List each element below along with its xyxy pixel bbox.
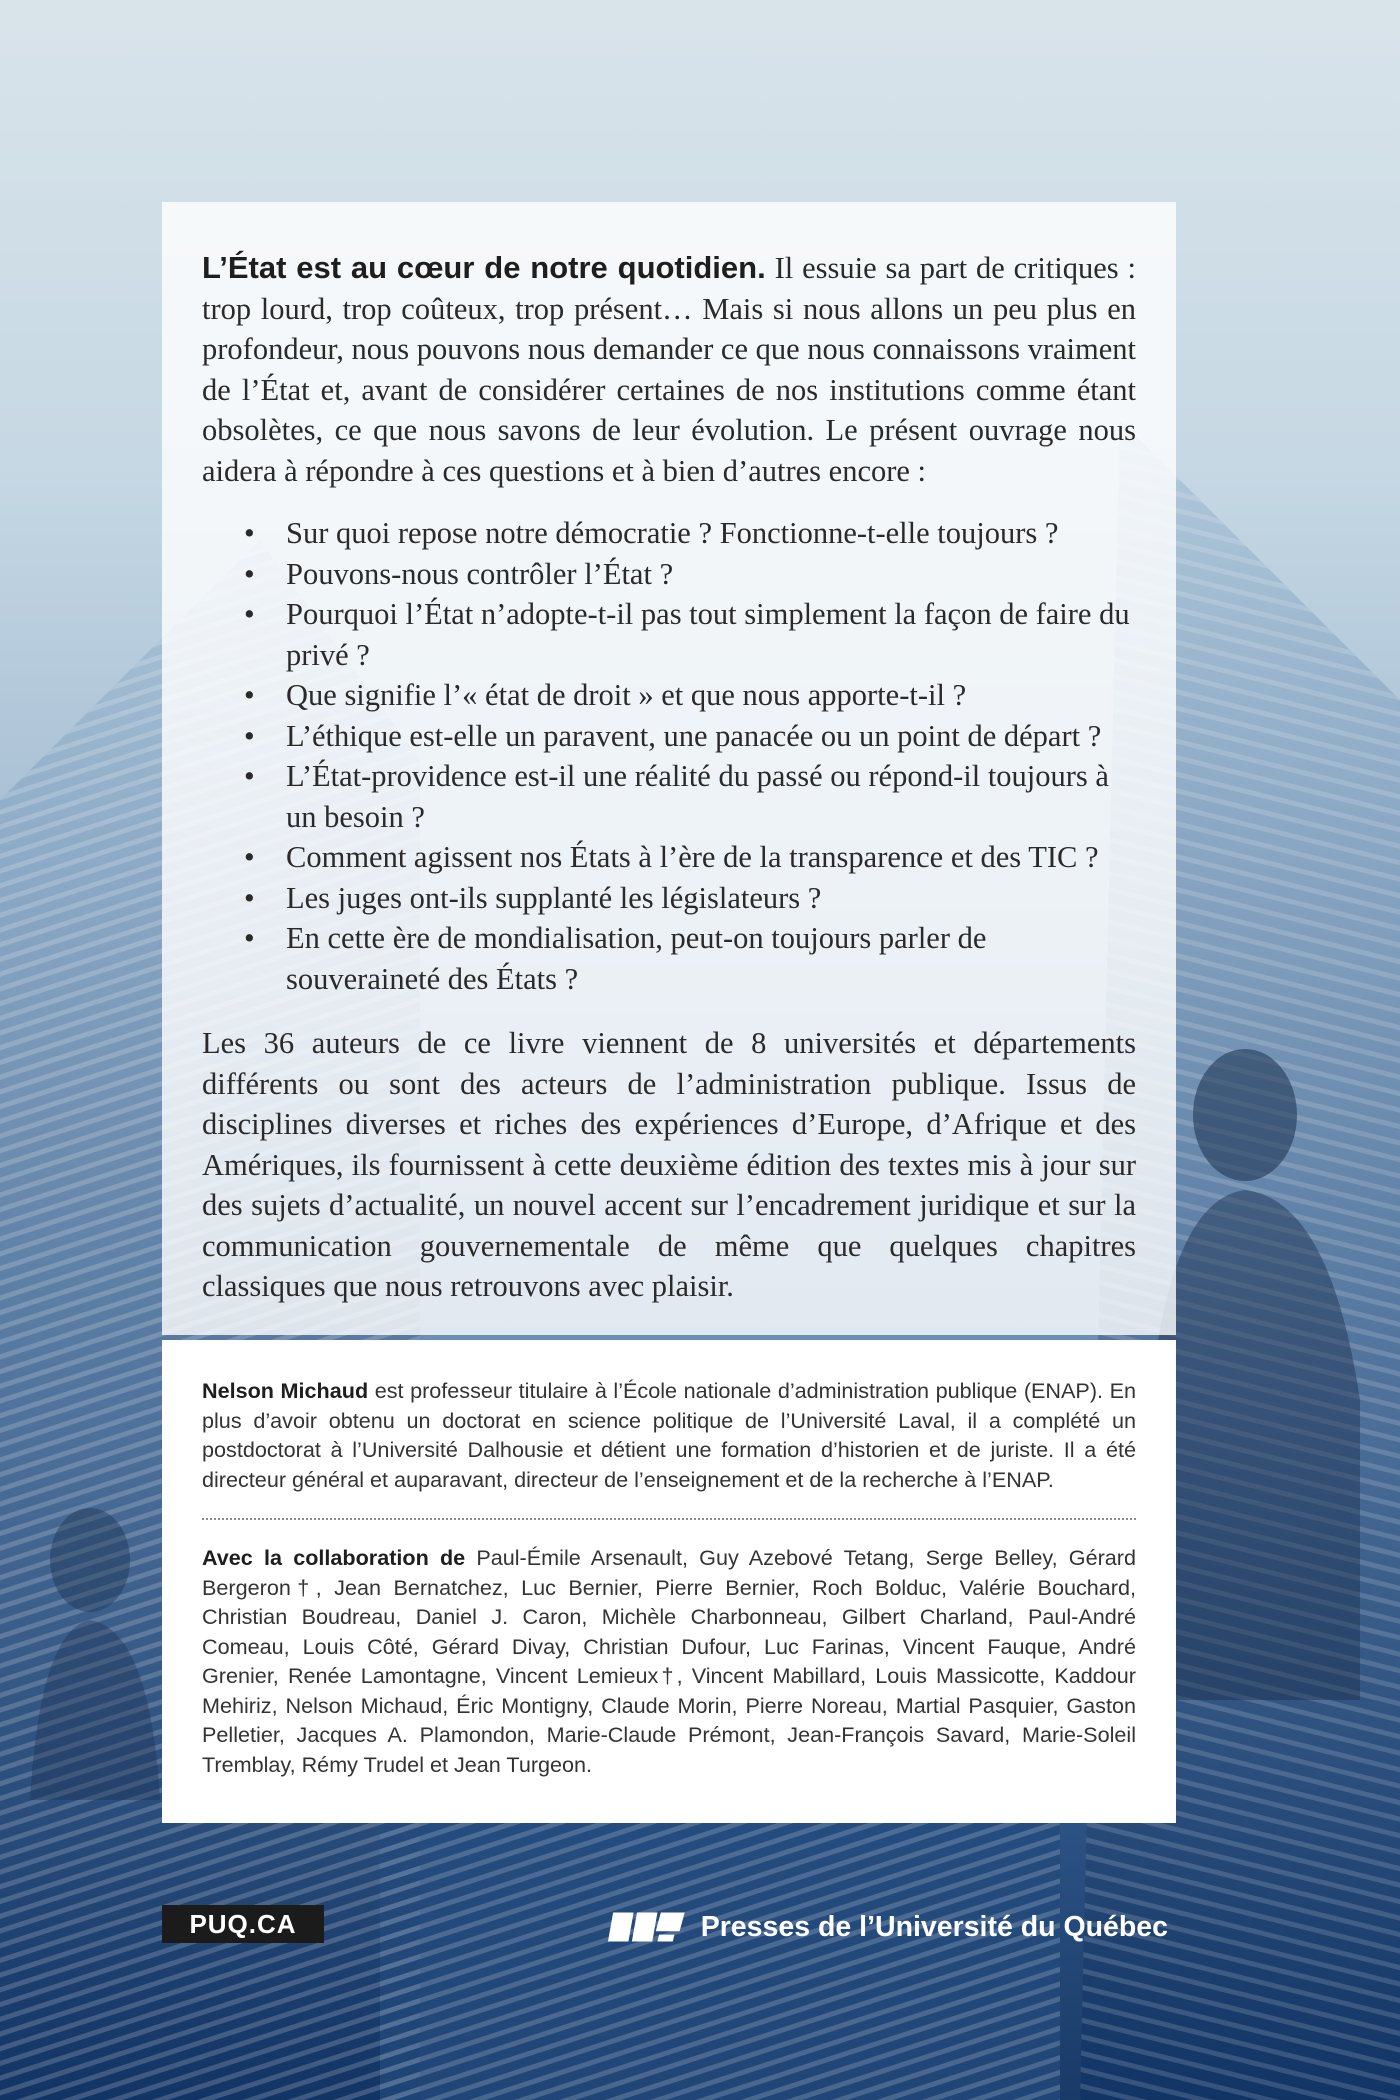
author-bio — [202, 1376, 1136, 1494]
publisher-logo — [608, 1900, 1168, 1954]
author-name: Nelson Michaud — [202, 1378, 369, 1403]
author-info-panel — [162, 1340, 1176, 1823]
collaborators — [202, 1543, 1136, 1779]
bullet-icon: • — [244, 516, 255, 550]
list-item: • Pourquoi l’État n’adopte-t-il pas tout simplement la façon de faire du privé ? — [244, 594, 1136, 675]
publisher-name: Presses de l’Université du Québec — [700, 1910, 1168, 1943]
list-item: • Les juges ont-ils supplanté les législateurs ? — [244, 878, 1136, 919]
intro-body: Il essuie sa part de critiques : trop lourd, trop coûteux, trop présent… Mais si nous allons un peu plus en profondeur, nous pouvons nous demander ce que nous connaissons vraiment de l’État et, avant de considérer certaines de nos institutions comme étant obsolètes, ce que nous savons de leur évolution. Le présent ouvrage nous aidera à répondre à ces questions et à bien d’autres encore : — [202, 251, 1136, 488]
list-item: • En cette ère de mondialisation, peut-on toujours parler de souveraineté des États ? — [244, 918, 1136, 999]
bullet-icon: • — [244, 880, 255, 915]
dotted-divider — [202, 1518, 1136, 1520]
bullet-icon: • — [244, 597, 255, 631]
authors-paragraph: Les 36 auteurs de ce livre viennent de 8 universités et départements différents ou sont des acteurs de l’administration publique. Issus de disciplines diverses et riches des expériences d’Europe, d’Afrique et des Amériques, ils fournissent à cette deuxième édition des textes mis à jour sur des sujets d’actualité, un nouvel accent sur l’encadrement juridique et sur la communication gouvernementale de même que quelques chapitres classiques que nous retrouvons avec plaisir. — [202, 1026, 1136, 1303]
list-item: • Sur quoi repose notre démocratie ? Fonctionne-t-elle toujours ? — [244, 513, 1136, 554]
author-bio-text: est professeur titulaire à l’École nationale d’administration publique (ENAP). En plus d’avoir obtenu un doctorat en science politique de l’Université Laval, il a complété un postdoctorat à l’Université Dalhousie et détient une formation d’historien et de juriste. Il a été directeur général et auparavant, directeur de l’enseignement et de la recherche à l’ENAP. — [202, 1378, 1136, 1492]
website-badge[interactable]: PUQ.CA — [162, 1905, 324, 1943]
intro-lead: L’État est au cœur de notre quotidien. — [202, 250, 766, 285]
bullet-icon: • — [244, 556, 255, 591]
collaborators-names: Paul-Émile Arsenault, Guy Azebové Tetang, Serge Belley, Gérard Bergeron†, Jean Bernatchez, Luc Bernier, Pierre Bernier, Roch Bolduc, Valérie Bouchard, Christian Boudreau, Daniel J. Caron, Michèle Charbonneau, Gilbert Charland, Paul-André Comeau, Louis Côté, Gérard Divay, Christian Dufour, Luc Farinas, Vincent Fauque, André Grenier, Renée Lamontagne, Vincent Lemieux†, Vincent Mabillard, Louis Massicotte, Kaddour Mehiriz, Nelson Michaud, Éric Montigny, Claude Morin, Pierre Noreau, Martial Pasquier, Gaston Pelletier, Jacques A. Plamondon, Marie-Claude Prémont, Jean-François Savard, Marie-Soleil Tremblay, Rémy Trudel et Jean Turgeon. — [202, 1545, 1136, 1777]
bullet-icon: • — [244, 759, 255, 793]
question-list — [202, 513, 1136, 999]
description-panel — [162, 202, 1176, 1335]
list-item: • Comment agissent nos États à l’ère de la transparence et des TIC ? — [244, 837, 1136, 878]
bullet-icon: • — [244, 921, 255, 955]
bullet-icon: • — [244, 678, 255, 712]
list-item: • L’éthique est-elle un paravent, une panacée ou un point de départ ? — [244, 716, 1136, 757]
intro-paragraph — [202, 248, 1136, 491]
bullet-icon: • — [244, 840, 255, 874]
collaborators-label: Avec la collaboration de — [202, 1545, 466, 1570]
list-item: • Pouvons-nous contrôler l’État ? — [244, 554, 1136, 595]
list-item: • L’État-providence est-il une réalité du passé ou répond-il toujours à un besoin ? — [244, 756, 1136, 837]
list-item: • Que signifie l’« état de droit » et que nous apporte-t-il ? — [244, 675, 1136, 716]
bullet-icon: • — [244, 718, 255, 753]
puq-logo-icon — [608, 1902, 685, 1952]
